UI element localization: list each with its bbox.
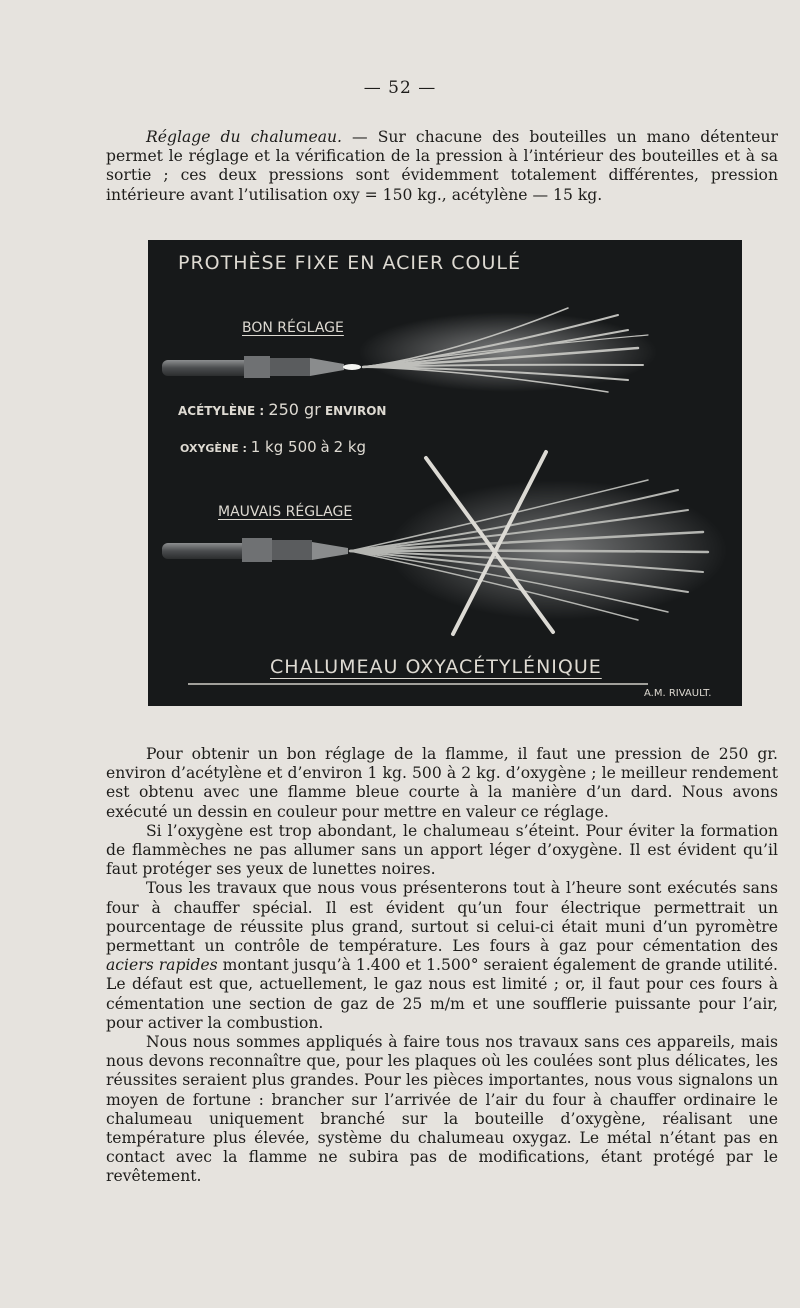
intro-text: — Sur chacune des bouteilles un mano détenteur permet le réglage et la vérification de la pression à l’intérieur des bouteilles et à sa sortie ; ces deux pressions sont évidemment totalement différentes, pression intérieure avant l’utilisation oxy = 150 kg., acétylène — 15 kg.: [106, 128, 778, 204]
acetylene-label: ACÉTYLÈNE :: [178, 404, 265, 418]
good-flame: [358, 308, 658, 392]
good-torch: [162, 356, 361, 378]
paragraph-ovens-part2: montant jusqu’à 1.400 et 1.500° seraient également de grande utilité. Le défaut est que, actuellement, le gaz nous est limité ; or, il faut pour ces fours à cémentation une section de gaz de 25 m/m et une soufflerie puissante pour l’air, pour activer la combustion.: [106, 956, 779, 1032]
body-text: [106, 745, 778, 1187]
artist-signature: A.M. RIVAULT.: [644, 688, 712, 699]
figure-title: PROTHÈSE FIXE EN ACIER COULÉ: [178, 252, 521, 274]
paragraph-ovens-italic: aciers rapides: [106, 956, 218, 975]
paragraph-pressure: Pour obtenir un bon réglage de la flamme, il faut une pression de 250 gr. environ d’acétylène et d’environ 1 kg. 500 à 2 kg. d’oxygène ; le meilleur rendement est obtenu avec une flamme bleue courte à la manière d’un dard. Nous avons exécuté un dessin en couleur pour mettre en valeur ce réglage.: [106, 745, 778, 821]
oxygen-label: OXYGÈNE :: [180, 442, 247, 455]
acetylene-suffix: ENVIRON: [324, 404, 387, 418]
page-number: — 52 —: [363, 78, 437, 98]
bad-setting-label: MAUVAIS RÉGLAGE: [218, 504, 353, 520]
acetylene-line: [178, 400, 386, 419]
bad-flame: [350, 480, 728, 620]
intro-paragraph: [106, 128, 778, 205]
torch-drawing: [148, 240, 742, 706]
oxygen-value-to: 2 kg: [333, 438, 367, 456]
paragraph-ovens: [106, 879, 778, 1033]
bad-torch: [162, 538, 348, 562]
paragraph-oxygen: Si l’oxygène est trop abondant, le chalumeau s’éteint. Pour éviter la formation de flammèches ne pas allumer sans un apport léger d’oxygène. Il est évident qu’il faut protéger ses yeux de lunettes noires.: [106, 821, 778, 879]
torch-illustration: [148, 240, 742, 706]
paragraph-makeshift: Nous nous sommes appliqués à faire tous nos travaux sans ces appareils, mais nous devons reconnaître que, pour les plaques où les coulées sont plus délicates, les réussites seraient plus grandes. Pour les pièces importantes, nous vous signalons un moyen de fortune : brancher sur l’arrivée de l’air du four à chauffer ordinaire le chalumeau uniquement branché sur la bouteille d’oxygène, réalisant une température plus élevée, système du chalumeau oxygaz. Le métal n’étant pas en contact avec la flamme ne subira pas de modifications, étant protégé par le revêtement.: [106, 1033, 778, 1186]
paragraph-ovens-part1: Tous les travaux que nous vous présenterons tout à l’heure sont exécutés sans four à chauffer spécial. Il est évident qu’un four électrique permettrait un pourcentage de réussite plus grand, surtout si celui-ci était muni d’un pyromètre permettant un contrôle de température. Les fours à gaz pour cémentation des: [106, 879, 778, 956]
good-setting-label: BON RÉGLAGE: [242, 320, 344, 336]
section-title: Réglage du chalumeau.: [146, 128, 342, 146]
figure-bottom-title: CHALUMEAU OXYACÉTYLÉNIQUE: [270, 656, 602, 678]
oxygen-value-from: 1 kg 500: [250, 438, 317, 456]
oxygen-line: [180, 438, 366, 456]
oxygen-to: à: [320, 438, 330, 456]
acetylene-value: 250 gr: [268, 400, 321, 419]
